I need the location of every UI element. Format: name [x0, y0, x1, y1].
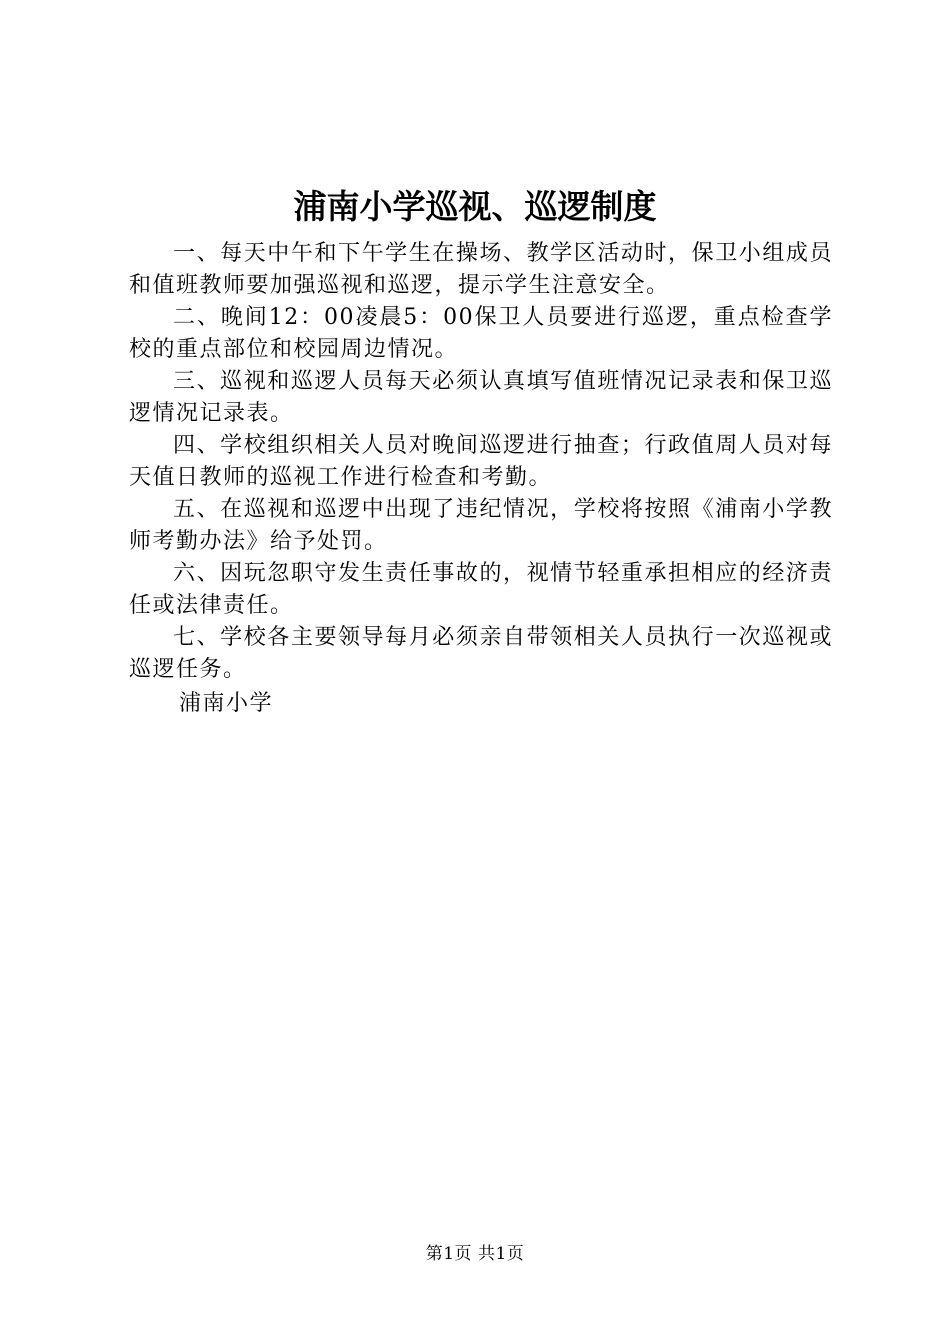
page-footer: 第1页 共1页 — [425, 1244, 525, 1264]
rule-paragraph-3: 三、巡视和巡逻人员每天必须认真填写值班情况记录表和保卫巡逻情况记录表。 — [129, 369, 833, 426]
document-body — [129, 238, 833, 720]
document-title: 浦南小学巡视、巡逻制度 — [293, 187, 657, 226]
rule-paragraph-1: 一、每天中午和下午学生在操场、教学区活动时，保卫小组成员和值班教师要加强巡视和巡逻，提示学生注意安全。 — [129, 241, 833, 298]
rule-paragraph-6: 六、因玩忽职守发生责任事故的，视情节轻重承担相应的经济责任或法律责任。 — [129, 561, 833, 618]
rule-paragraph-2: 二、晚间12：00凌晨5：00保卫人员要进行巡逻，重点检查学校的重点部位和校园周边情况。 — [129, 305, 833, 362]
rule-paragraph-4: 四、学校组织相关人员对晚间巡逻进行抽查；行政值周人员对每天值日教师的巡视工作进行检查和考勤。 — [129, 433, 833, 490]
rule-paragraph-5: 五、在巡视和巡逻中出现了违纪情况，学校将按照《浦南小学教师考勤办法》给予处罚。 — [129, 497, 833, 554]
rule-paragraph-7: 七、学校各主要领导每月必须亲自带领相关人员执行一次巡视或巡逻任务。 — [129, 625, 833, 682]
signature: 浦南小学 — [179, 691, 274, 716]
